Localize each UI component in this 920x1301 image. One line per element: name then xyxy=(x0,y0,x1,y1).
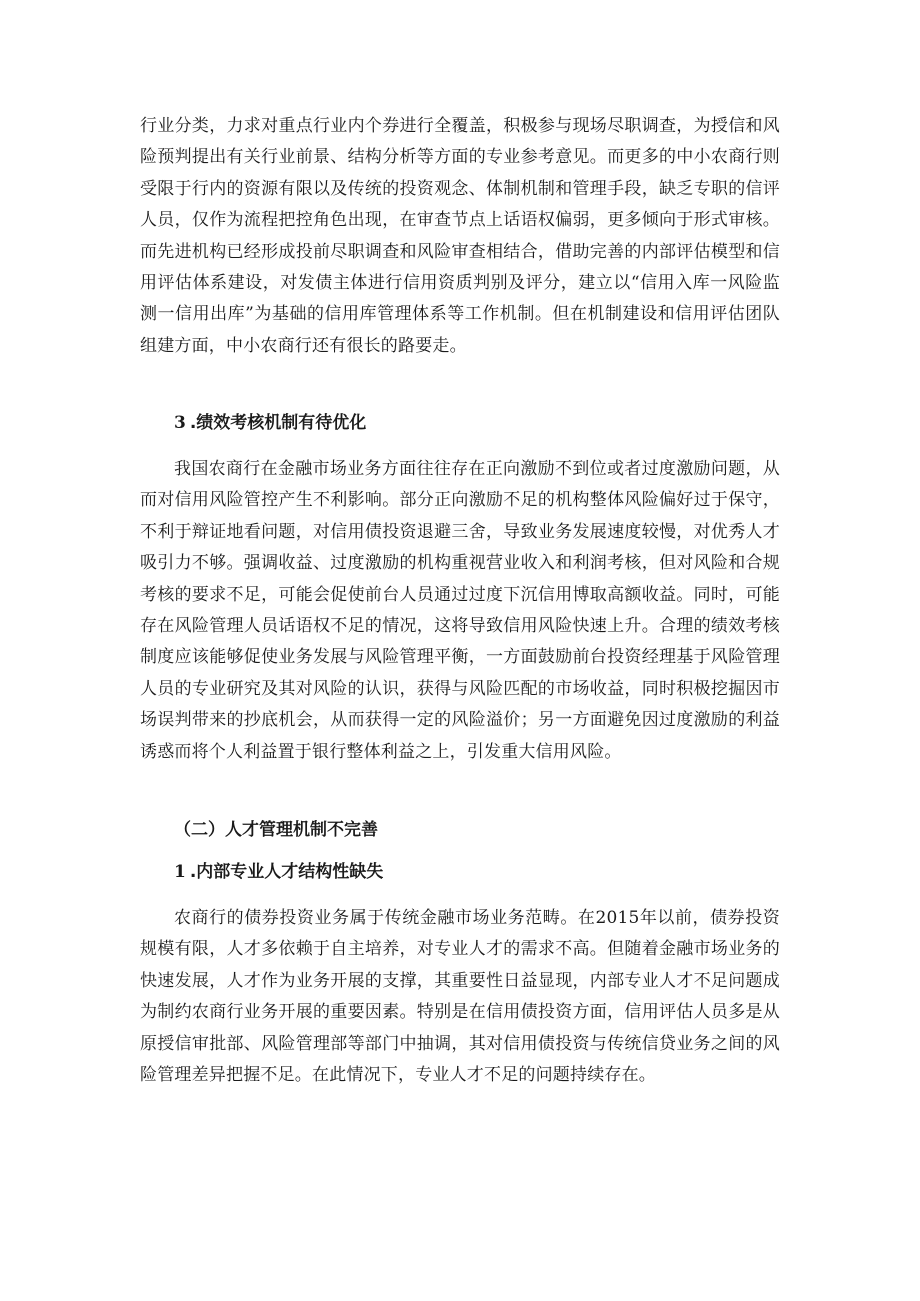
heading-number: 1 xyxy=(174,862,186,882)
subsection-heading-performance-assessment xyxy=(174,411,366,435)
subsection-heading-internal-talent xyxy=(174,860,383,884)
heading-text: .绩效考核机制有待优化 xyxy=(189,413,367,433)
heading-text: .内部专业人才结构性缺失 xyxy=(189,862,384,882)
heading-number: 3 xyxy=(174,413,186,433)
section-heading-talent-management: （二）人才管理机制不完善 xyxy=(174,820,378,840)
body-paragraph-performance-assessment: 我国农商行在金融市场业务方面往往存在正向激励不到位或者过度激励问题，从而对信用风险管控产生不利影响。部分正向激励不足的机构整体风险偏好过于保守，不利于辩证地看问题，对信用债投资退避三舍，导致业务发展速度较慢，对优秀人才吸引力不够。强调收益、过度激励的机构重视营业收入和利润考核，但对风险和合规考核的要求不足，可能会促使前台人员通过过度下沉信用博取高额收益。同时，可能存在风险管理人员话语权不足的情况，这将导致信用风险快速上升。合理的绩效考核制度应该能够促使业务发展与风险管理平衡，一方面鼓励前台投资经理基于风险管理人员的专业研究及其对风险的认识，获得与风险匹配的市场收益，同时积极挖掘因市场误判带来的抄底机会，从而获得一定的风险溢价；另一方面避免因过度激励的利益诱惑而将个人利益置于银行整体利益之上，引发重大信用风险。 xyxy=(140,459,780,762)
body-paragraph-credit-rating: 行业分类，力求对重点行业内个券进行全覆盖，积极参与现场尽职调查，为授信和风险预判提出有关行业前景、结构分析等方面的专业参考意见。而更多的中小农商行则受限于行内的资源有限以及传统的投资观念、体制机制和管理手段，缺乏专职的信评人员，仅作为流程把控角色出现，在审查节点上话语权偏弱，更多倾向于形式审核。而先进机构已经形成投前尽职调查和风险审查相结合，借助完善的内部评估模型和信用评估体系建设，对发债主体进行信用资质判别及评分，建立以“信用入库一风险监测一信用出库”为基础的信用库管理体系等工作机制。但在机制建设和信用评估团队组建方面，中小农商行还有很长的路要走。 xyxy=(140,116,780,356)
body-paragraph-internal-talent: 农商行的债券投资业务属于传统金融市场业务范畴。在2015年以前，债券投资规模有限，人才多依赖于自主培养，对专业人才的需求不高。但随着金融市场业务的快速发展，人才作为业务开展的支撑，其重要性日益显现，内部专业人才不足问题成为制约农商行业务开展的重要因素。特别是在信用债投资方面，信用评估人员多是从原授信审批部、风险管理部等部门中抽调，其对信用债投资与传统信贷业务之间的风险管理差异把握不足。在此情况下，专业人才不足的问题持续存在。 xyxy=(140,908,780,1086)
